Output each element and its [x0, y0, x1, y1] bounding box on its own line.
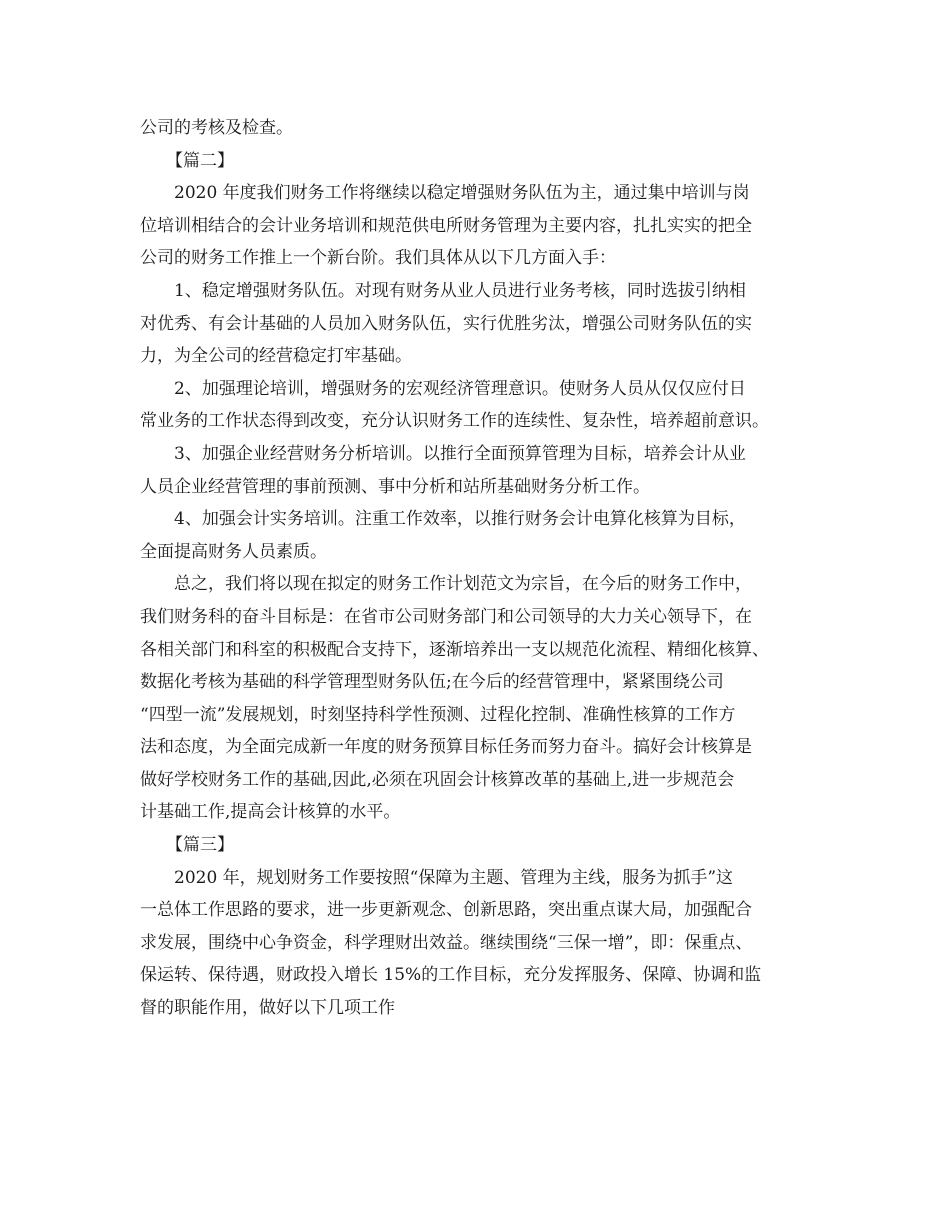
text-line: 求发展，围绕中心争资金，科学理财出效益。继续围绕“三保一增”，即：保重点、 [140, 932, 753, 953]
text-line: 保运转、保待遇，财政投入增长 15%的工作目标，充分发挥服务、保障、协调和监 [140, 965, 762, 986]
document-body [140, 112, 820, 1025]
text-line: 3、加强企业经营财务分析培训。以推行全面预算管理为目标，培养会计从业 [174, 443, 746, 464]
text-line: 2020 年度我们财务工作将继续以稳定增强财务队伍为主，通过集中培训与岗 [174, 183, 750, 204]
text-line: 计基础工作,提高会计核算的水平。 [140, 802, 401, 823]
text-line: 各相关部门和科室的积极配合支持下，逐渐培养出一支以规范化流程、精细化核算、 [140, 639, 769, 660]
text-line: 2020 年，规划财务工作要按照“保障为主题、管理为主线，服务为抓手”这 [174, 867, 734, 888]
text-line: 我们财务科的奋斗目标是：在省市公司财务部门和公司领导的大力关心领导下，在 [140, 606, 752, 627]
section-heading: 【篇二】 [166, 150, 234, 171]
text-line: 公司的财务工作推上一个新台阶。我们具体从以下几方面入手： [140, 248, 616, 269]
text-line: 1、稳定增强财务队伍。对现有财务从业人员进行业务考核，同时选拔引纳相 [174, 280, 746, 301]
text-line: 总之，我们将以现在拟定的财务工作计划范文为宗旨，在今后的财务工作中， [174, 574, 752, 595]
text-line: 力，为全公司的经营稳定打牢基础。 [140, 346, 412, 367]
text-line: 做好学校财务工作的基础,因此,必须在巩固会计核算改革的基础上,进一步规范会 [140, 769, 735, 790]
text-line: 常业务的工作状态得到改变，充分认识财务工作的连续性、复杂性，培养超前意识。 [140, 411, 769, 432]
text-line: 位培训相结合的会计业务培训和规范供电所财务管理为主要内容，扎扎实实的把全 [140, 215, 752, 236]
text-line: 全面提高财务人员素质。 [140, 541, 327, 562]
text-line: 2、加强理论培训，增强财务的宏观经济管理意识。使财务人员从仅仅应付日 [174, 378, 746, 399]
text-line: 人员企业经营管理的事前预测、事中分析和站所基础财务分析工作。 [140, 476, 650, 497]
section-heading: 【篇三】 [166, 835, 234, 856]
text-line: 法和态度，为全面完成新一年度的财务预算目标任务而努力奋斗。搞好会计核算是 [140, 737, 752, 758]
text-line: 公司的考核及检查。 [140, 118, 293, 138]
text-line: “四型一流”发展规划，时刻坚持科学性预测、过程化控制、准确性核算的工作方 [140, 704, 736, 725]
text-line: 督的职能作用，做好以下几项工作 [140, 998, 395, 1019]
text-line: 数据化考核为基础的科学管理型财务队伍;在今后的经营管理中，紧紧围绕公司 [140, 672, 724, 693]
text-line: 一总体工作思路的要求，进一步更新观念、创新思路，突出重点谋大局，加强配合 [140, 900, 752, 921]
text-line: 对优秀、有会计基础的人员加入财务队伍，实行优胜劣汰，增强公司财务队伍的实 [140, 313, 752, 334]
text-line: 4、加强会计实务培训。注重工作效率，以推行财务会计电算化核算为目标， [174, 509, 746, 530]
